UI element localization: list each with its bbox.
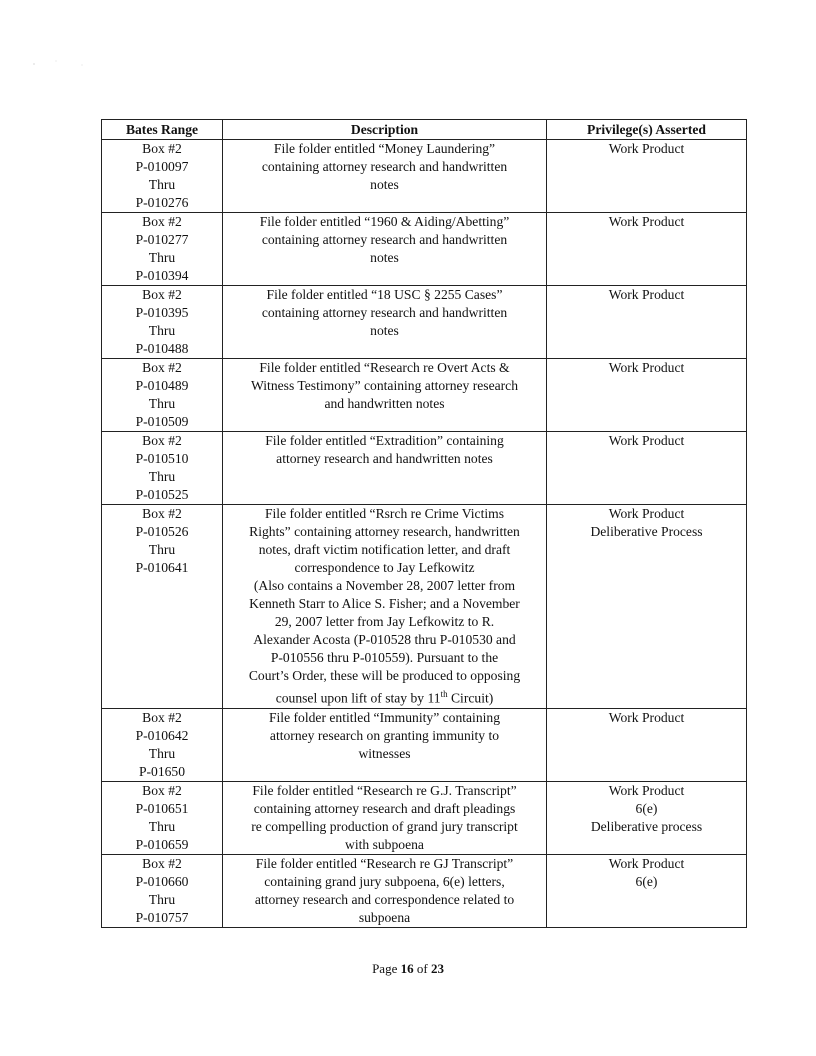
bates-line: P-010488 bbox=[135, 341, 189, 356]
privilege-line: Deliberative Process bbox=[590, 524, 703, 539]
bates-line: P-010489 bbox=[135, 378, 189, 393]
bates-line: Box #2 bbox=[142, 360, 182, 375]
description-line: File folder entitled “Immunity” containing bbox=[268, 709, 501, 725]
bates-line: Box #2 bbox=[142, 433, 182, 448]
description-line: counsel upon lift of stay by 11th Circuit) bbox=[275, 689, 494, 706]
table-row bbox=[102, 505, 747, 709]
description-cell bbox=[223, 432, 547, 505]
privileges-cell bbox=[547, 213, 747, 286]
bates-line: Thru bbox=[148, 542, 176, 557]
description-cell bbox=[223, 781, 547, 854]
privilege-line: Work Product bbox=[608, 214, 685, 229]
table-header-row bbox=[102, 120, 747, 140]
description-cell bbox=[223, 286, 547, 359]
table-row bbox=[102, 359, 747, 432]
bates-line: Thru bbox=[148, 818, 176, 834]
description-line: notes, draft victim notification letter, and draft bbox=[258, 542, 511, 557]
bates-line: Box #2 bbox=[142, 506, 182, 521]
privilege-line: Work Product bbox=[608, 506, 685, 521]
table-row bbox=[102, 213, 747, 286]
description-line: correspondence to Jay Lefkowitz bbox=[294, 560, 475, 575]
bates-line: P-010526 bbox=[135, 524, 189, 539]
bates-line: Box #2 bbox=[142, 287, 182, 302]
bates-line: Box #2 bbox=[142, 709, 182, 725]
bates-line: Box #2 bbox=[142, 855, 182, 871]
description-cell bbox=[223, 854, 547, 927]
bates-line: Thru bbox=[148, 891, 176, 907]
privileges-cell bbox=[547, 708, 747, 781]
description-line: attorney research and handwritten notes bbox=[276, 451, 493, 466]
header-description: Description bbox=[223, 120, 547, 140]
description-line: Kenneth Starr to Alice S. Fisher; and a November bbox=[249, 596, 520, 611]
bates-line: Thru bbox=[148, 469, 176, 484]
privilege-line: Work Product bbox=[608, 141, 685, 156]
bates-line: P-010509 bbox=[135, 414, 189, 429]
bates-range-cell bbox=[102, 708, 223, 781]
table-row bbox=[102, 432, 747, 505]
bates-line: P-010660 bbox=[135, 873, 189, 889]
header-bates-range: Bates Range bbox=[102, 120, 223, 140]
description-line: File folder entitled “18 USC § 2255 Cases” bbox=[266, 287, 503, 302]
scan-specks bbox=[30, 55, 90, 65]
description-cell bbox=[223, 140, 547, 213]
bates-range-cell bbox=[102, 432, 223, 505]
bates-range-cell bbox=[102, 213, 223, 286]
description-line: P-010556 thru P-010559). Pursuant to the bbox=[270, 650, 499, 665]
bates-line: P-010659 bbox=[135, 836, 189, 852]
table-row bbox=[102, 140, 747, 213]
privilege-line: Work Product bbox=[608, 433, 685, 448]
description-cell bbox=[223, 213, 547, 286]
privileges-cell bbox=[547, 854, 747, 927]
description-line: containing attorney research and handwritten bbox=[261, 305, 508, 320]
description-line: subpoena bbox=[358, 909, 411, 925]
privilege-line: Work Product bbox=[608, 855, 685, 871]
description-line: containing grand jury subpoena, 6(e) letters, bbox=[264, 873, 505, 889]
privilege-line: Work Product bbox=[608, 287, 685, 302]
bates-line: Box #2 bbox=[142, 141, 182, 156]
description-line: attorney research on granting immunity to bbox=[269, 727, 500, 743]
page-current: 16 bbox=[400, 961, 414, 976]
bates-line: P-010394 bbox=[135, 268, 189, 283]
description-line: Alexander Acosta (P-010528 thru P-010530 and bbox=[253, 632, 516, 647]
privilege-line: Work Product bbox=[608, 709, 685, 725]
bates-line: P-010395 bbox=[135, 305, 189, 320]
page-label: Page bbox=[372, 961, 401, 976]
description-line: notes bbox=[370, 250, 399, 265]
description-line: attorney research and correspondence related to bbox=[254, 891, 515, 907]
table-body bbox=[102, 140, 747, 928]
description-line: containing attorney research and handwritten bbox=[261, 159, 508, 174]
privilege-line: Work Product bbox=[608, 360, 685, 375]
description-line: and handwritten notes bbox=[324, 396, 445, 411]
bates-line: Thru bbox=[148, 250, 176, 265]
description-line: Witness Testimony” containing attorney research bbox=[250, 378, 519, 393]
description-line: File folder entitled “1960 & Aiding/Abetting” bbox=[259, 214, 510, 229]
bates-range-cell bbox=[102, 854, 223, 927]
bates-line: P-010651 bbox=[135, 800, 189, 816]
bates-line: P-010510 bbox=[135, 451, 189, 466]
privileges-cell bbox=[547, 140, 747, 213]
description-line: File folder entitled “Research re GJ Transcript” bbox=[255, 855, 514, 871]
page-of-label: of bbox=[413, 961, 431, 976]
bates-line: P-010276 bbox=[135, 195, 189, 210]
description-line: re compelling production of grand jury transcript bbox=[251, 818, 518, 834]
privilege-log-table bbox=[101, 119, 747, 928]
page-footer bbox=[0, 961, 816, 977]
bates-line: P-010277 bbox=[135, 232, 189, 247]
description-line: File folder entitled “Money Laundering” bbox=[273, 141, 496, 156]
description-line: (Also contains a November 28, 2007 letter from bbox=[253, 578, 516, 593]
privilege-line: Deliberative process bbox=[590, 818, 703, 834]
description-line: notes bbox=[370, 177, 399, 192]
table-row bbox=[102, 286, 747, 359]
table-row bbox=[102, 708, 747, 781]
privileges-cell bbox=[547, 432, 747, 505]
privileges-cell bbox=[547, 505, 747, 709]
description-line: File folder entitled “Rsrch re Crime Victims bbox=[264, 506, 505, 521]
description-line: Rights” containing attorney research, handwritten bbox=[249, 524, 520, 539]
bates-line: Thru bbox=[148, 177, 176, 192]
bates-line: P-010757 bbox=[135, 909, 189, 925]
description-line: File folder entitled “Research re Overt Acts & bbox=[259, 360, 510, 375]
privileges-cell bbox=[547, 781, 747, 854]
bates-line: P-010642 bbox=[135, 727, 189, 743]
description-line: File folder entitled “Research re G.J. Transcript” bbox=[252, 782, 517, 798]
description-cell bbox=[223, 505, 547, 709]
description-line: containing attorney research and draft pleadings bbox=[253, 800, 516, 816]
description-line: with subpoena bbox=[345, 836, 424, 852]
description-line: notes bbox=[370, 323, 399, 338]
bates-line: Thru bbox=[148, 396, 176, 411]
bates-line: Box #2 bbox=[142, 782, 182, 798]
description-line: 29, 2007 letter from Jay Lefkowitz to R. bbox=[274, 614, 495, 629]
bates-line: Box #2 bbox=[142, 214, 182, 229]
header-privileges-asserted: Privilege(s) Asserted bbox=[547, 120, 747, 140]
table-row bbox=[102, 781, 747, 854]
privileges-cell bbox=[547, 286, 747, 359]
bates-line: P-010097 bbox=[135, 159, 189, 174]
privilege-line: 6(e) bbox=[635, 873, 658, 889]
bates-line: Thru bbox=[148, 745, 176, 761]
page-total: 23 bbox=[430, 961, 444, 976]
bates-line: P-010525 bbox=[135, 487, 189, 502]
privileges-cell bbox=[547, 359, 747, 432]
description-cell bbox=[223, 359, 547, 432]
bates-range-cell bbox=[102, 140, 223, 213]
bates-line: P-010641 bbox=[135, 560, 189, 575]
privilege-line: Work Product bbox=[608, 782, 685, 798]
description-line: File folder entitled “Extradition” containing bbox=[265, 433, 504, 448]
description-line: witnesses bbox=[358, 745, 411, 761]
bates-line: Thru bbox=[148, 323, 176, 338]
bates-range-cell bbox=[102, 286, 223, 359]
bates-range-cell bbox=[102, 781, 223, 854]
bates-range-cell bbox=[102, 505, 223, 709]
privilege-line: 6(e) bbox=[635, 800, 658, 816]
description-cell bbox=[223, 708, 547, 781]
bates-line: P-01650 bbox=[138, 763, 186, 779]
table-row bbox=[102, 854, 747, 927]
description-line: containing attorney research and handwritten bbox=[261, 232, 508, 247]
description-line: Court’s Order, these will be produced to opposing bbox=[248, 668, 521, 683]
bates-range-cell bbox=[102, 359, 223, 432]
